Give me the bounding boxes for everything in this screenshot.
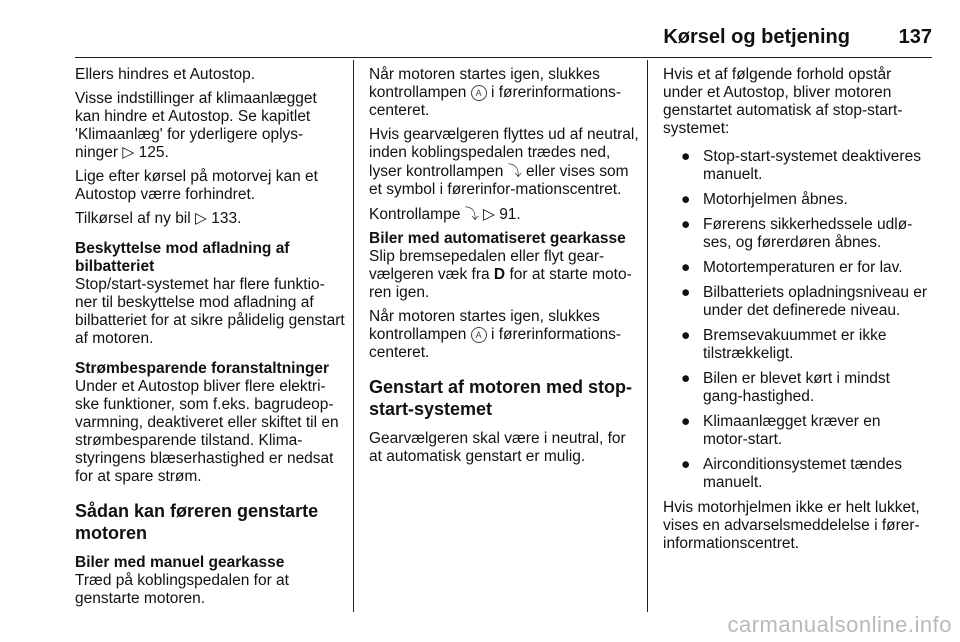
bullet-icon: ● [681, 284, 691, 301]
watermark: carmanualsonline.info [727, 612, 952, 637]
paragraph: Hvis gearvælgeren flyttes ud af neutral, inden koblingspedalen trædes ned, lyser kontrollampen ⤵ eller vises som et symbol i førerinfor-mationscentret. [369, 126, 639, 198]
subheading: Strømbesparende foranstaltninger [75, 360, 330, 377]
paragraph: Lige efter kørsel på motorvej kan et Autostop værre forhindret. [75, 168, 318, 203]
column-2 [369, 66, 639, 472]
paragraph: Visse indstillinger af klimaanlægget kan hindre et Autostop. Se kapitlet 'Klimaanlæg' for yderligere oplys-ninger ▷ 125. [75, 90, 317, 161]
list-item: ● Motorhjelmen åbnes. [681, 191, 848, 208]
autostop-a-icon: A [471, 327, 487, 343]
paragraph: Når motoren startes igen, slukkes kontrollampen A i førerinformations-centeret. [369, 308, 622, 361]
reference-arrow-icon: ▷ [195, 210, 207, 227]
paragraph: Hvis motorhjelmen ikke er helt lukket, vises en advarselsmeddelelse i fører-informationscentret. [663, 499, 920, 552]
list-item: ● Klimaanlægget kræver en motor-start. [681, 413, 881, 448]
bullet-icon: ● [681, 216, 691, 233]
paragraph: Kontrollampe ⤵ ▷ 91. [369, 206, 521, 223]
paragraph: Slip bremsepedalen eller flyt gear-vælgeren væk fra D for at starte moto-ren igen. [369, 248, 632, 301]
gear-position: D [493, 266, 506, 283]
subheading: Biler med manuel gearkasse [75, 554, 285, 571]
paragraph: Hvis et af følgende forhold opstår under et Autostop, bliver motoren genstartet automatisk af stop-start-systemet: [663, 66, 903, 137]
page-header [0, 26, 932, 56]
column-3 [663, 66, 929, 559]
switch-light-icon: ⤵ [507, 163, 522, 179]
reference-arrow-icon: ▷ [482, 206, 495, 223]
list-item: ● Airconditionsystemet tændes manuelt. [681, 456, 903, 491]
condition-list [663, 148, 929, 492]
paragraph: Under et Autostop bliver flere elektri-ske funktioner, som f.eks. bagrudeop-varmning, deaktiveret eller skiftet til en strømbesparende tilstand. Klima-styringens blæserhastighed er nedsat for at spare strøm. [75, 378, 339, 485]
subheading: Beskyttelse mod afladning af bilbatteriet [75, 240, 290, 275]
bullet-icon: ● [681, 259, 691, 276]
header-rule [75, 57, 932, 58]
autostop-a-icon: A [471, 85, 487, 101]
paragraph: Træd på koblingspedalen for at genstarte motoren. [75, 572, 289, 607]
list-item: ● Stop-start-systemet deaktiveres manuelt. [681, 148, 921, 183]
column-divider-2 [647, 60, 648, 612]
bullet-icon: ● [681, 148, 691, 165]
section-heading: Genstart af motoren med stop-start-systemet [369, 377, 633, 419]
paragraph: Stop/start-systemet har flere funktio-ner til beskyttelse mod afladning af bilbatteriet for at sikre pålidelig genstart af motoren. [75, 276, 345, 347]
bullet-icon: ● [681, 327, 691, 344]
paragraph: Gearvælgeren skal være i neutral, for at automatisk genstart er mulig. [369, 430, 626, 465]
bullet-icon: ● [681, 191, 691, 208]
list-item: ● Førerens sikkerhedssele udlø-ses, og førerdøren åbnes. [681, 216, 913, 251]
list-item: ● Bilbatteriets opladningsniveau er under det definerede niveau. [681, 284, 928, 319]
list-item: ● Bremsevakuummet er ikke tilstrækkeligt. [681, 327, 887, 362]
chapter-title: Kørsel og betjening [663, 26, 850, 48]
page-number: 137 [898, 26, 932, 48]
switch-light-icon: ⤵ [464, 206, 479, 222]
column-divider-1 [353, 60, 354, 612]
column-1 [75, 66, 345, 614]
bullet-icon: ● [681, 413, 691, 430]
bullet-icon: ● [681, 456, 691, 473]
bullet-icon: ● [681, 370, 691, 387]
paragraph: Tilkørsel af ny bil ▷ 133. [75, 210, 242, 227]
subheading: Biler med automatiseret gearkasse [369, 230, 626, 247]
reference-arrow-icon: ▷ [122, 144, 135, 161]
section-heading: Sådan kan føreren genstarte motoren [75, 501, 319, 543]
paragraph: Ellers hindres et Autostop. [75, 66, 256, 83]
list-item: ● Bilen er blevet kørt i mindst gang-hastighed. [681, 370, 890, 405]
paragraph: Når motoren startes igen, slukkes kontrollampen A i førerinformations-centeret. [369, 66, 622, 119]
list-item: ● Motortemperaturen er for lav. [681, 259, 903, 276]
